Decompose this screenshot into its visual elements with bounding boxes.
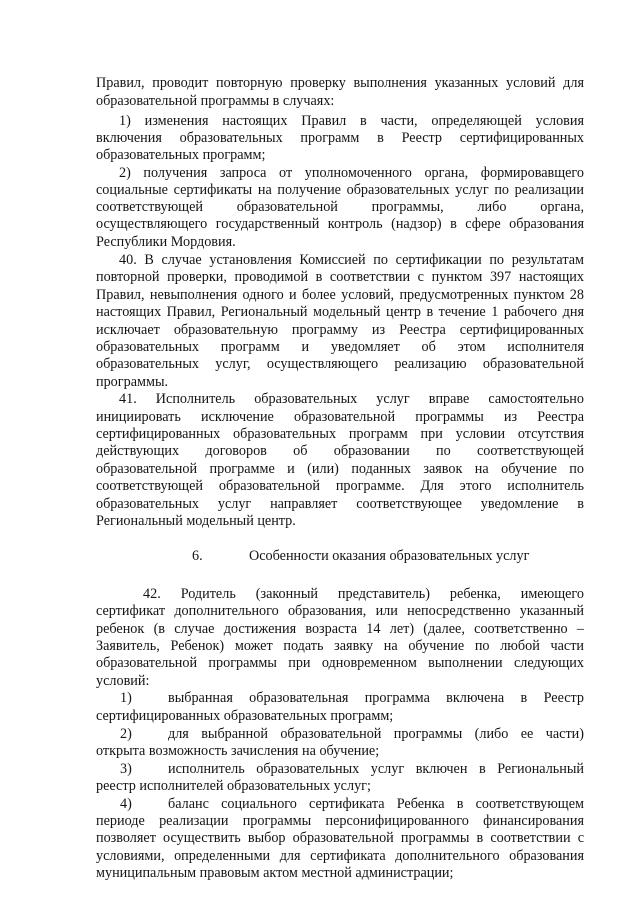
list-item-text: баланс социального сертификата Ребенка в соответствующем [168,796,584,812]
text-line: образовательных программ; [96,147,266,163]
text-line: осуществляющего государственный контроль (надзор) в сфере образования [96,216,584,232]
section-number: 6. [192,548,203,564]
text-line: соответствующей образовательной программе. Для этого исполнитель [96,478,584,494]
text-line: образовательных программ и уведомляет об этом исполнителя [96,339,584,355]
text-line: образовательных услуг направляет соответствующее уведомление в [96,496,584,512]
text-line: условиями, определенными для сертификата дополнительного образования [96,848,584,864]
list-item-number: 2) [120,726,132,742]
text-line: настоящих Правил, Региональный модельный центр в течение 1 рабочего дня [96,304,584,320]
text-line: Правил, невыполнения одного и более условий, предусмотренных пунктом 28 [96,287,584,303]
text-line: образовательной программы в случаях: [96,93,335,109]
text-line: повторной проверки, проводимой в соответствии с пунктом 397 настоящих [96,269,584,285]
text-line: образовательной программы при одновременном выполнении следующих [96,655,584,671]
text-line: реестр исполнителей образовательных услуг; [96,778,371,794]
text-line: образовательных услуг, осуществляющего реализацию образовательной [96,356,584,372]
text-line: сертификат дополнительного образования, или непосредственно указанный [96,603,584,619]
text-line: открыта возможность зачисления на обучение; [96,743,380,759]
text-line: Заявитель, Ребенок) может подать заявку на обучение по любой части [96,638,584,654]
text-line: инициировать исключение образовательной программы из Реестра [96,409,584,425]
text-line: образовательной программе и (или) поданных заявок на обучение по [96,461,584,477]
section-title: Особенности оказания образовательных услуг [249,548,530,564]
text-line: соответствующей образовательной программы, либо органа, [96,199,584,215]
text-line: Региональный модельный центр. [96,513,296,529]
list-item-number: 4) [120,796,132,812]
text-line: исключает образовательную программу из Реестра сертифицированных [96,322,584,338]
text-line: Республики Мордовия. [96,234,236,250]
text-line: 40. В случае установления Комиссией по сертификации по результатам [119,252,584,268]
list-item-text: выбранная образовательная программа включена в Реестр [168,690,584,706]
text-line: Правил, проводит повторную проверку выполнения указанных условий для [96,75,584,91]
text-line: 42. Родитель (законный представитель) ребенка, имеющего [143,586,584,602]
text-line: действующих договоров об образовании по соответствующей [96,443,584,459]
text-line: 1) изменения настоящих Правил в части, определяющей условия [119,113,584,129]
text-line: сертифицированных образовательных программ; [96,708,394,724]
text-line: программы. [96,374,169,390]
text-line: сертифицированных образовательных программ при условии отсутствия [96,426,584,442]
text-line: включения образовательных программ в Реестр сертифицированных [96,130,584,146]
list-item-number: 3) [120,761,132,777]
text-line: муниципальным правовым актом местной администрации; [96,865,454,881]
text-line: условий: [96,673,150,689]
text-line: позволяет осуществить выбор образовательной программы в соответствии с [96,830,584,846]
text-line: 41. Исполнитель образовательных услуг вправе самостоятельно [119,391,584,407]
text-line: социальные сертификаты на получение образовательных услуг по реализации [96,182,584,198]
list-item-number: 1) [120,690,132,706]
text-line: периоде реализации программы персонифицированного финансирования [96,813,584,829]
text-line: 2) получения запроса от уполномоченного органа, формировавщего [119,165,584,181]
list-item-text: исполнитель образовательных услуг включен в Региональный [168,761,584,777]
text-line: ребенок (в случае достижения возраста 14 лет) (далее, соответственно – [96,621,584,637]
list-item-text: для выбранной образовательной программы (либо ее части) [168,726,584,742]
